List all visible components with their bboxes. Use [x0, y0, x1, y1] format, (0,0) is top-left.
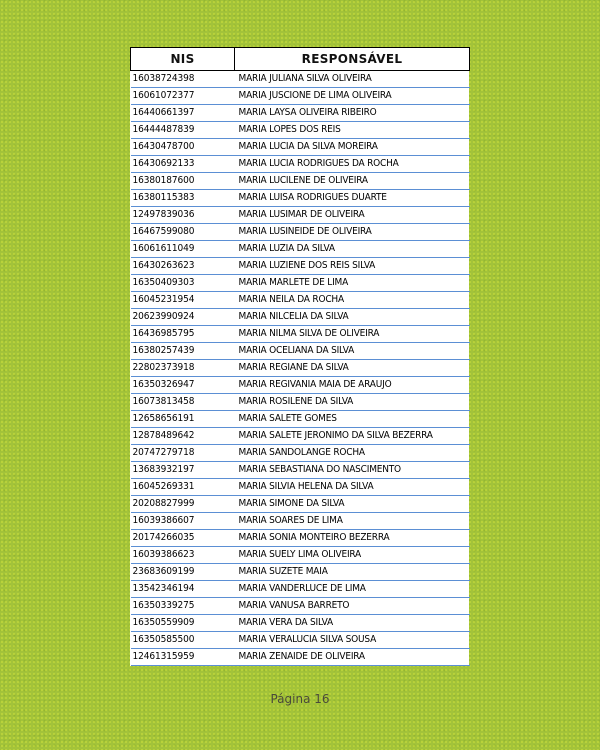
responsavel-cell: MARIA VERA DA SILVA	[235, 615, 470, 632]
responsavel-cell: MARIA VANUSA BARRETO	[235, 598, 470, 615]
nis-cell: 16436985795	[131, 326, 235, 343]
table-row	[131, 496, 470, 513]
responsavel-cell: MARIA LUCIA RODRIGUES DA ROCHA	[235, 156, 470, 173]
nis-cell: 16073813458	[131, 394, 235, 411]
table-body	[131, 71, 470, 666]
nis-cell: 12461315959	[131, 649, 235, 666]
responsavel-cell: MARIA LUCILENE DE OLIVEIRA	[235, 173, 470, 190]
responsavel-cell: MARIA SALETE GOMES	[235, 411, 470, 428]
table-row	[131, 190, 470, 207]
table-row	[131, 377, 470, 394]
nis-cell: 13542346194	[131, 581, 235, 598]
responsavel-cell: MARIA REGIANE DA SILVA	[235, 360, 470, 377]
responsavel-cell: MARIA NILMA SILVA DE OLIVEIRA	[235, 326, 470, 343]
responsavel-cell: MARIA VANDERLUCE DE LIMA	[235, 581, 470, 598]
nis-cell: 20747279718	[131, 445, 235, 462]
beneficiary-table	[130, 47, 470, 666]
nis-cell: 16350409303	[131, 275, 235, 292]
responsavel-cell: MARIA LAYSA OLIVEIRA RIBEIRO	[235, 105, 470, 122]
nis-cell: 16380257439	[131, 343, 235, 360]
nis-cell: 16350339275	[131, 598, 235, 615]
nis-cell: 23683609199	[131, 564, 235, 581]
header-responsavel: RESPONSÁVEL	[235, 48, 470, 71]
table-row	[131, 394, 470, 411]
table-row	[131, 309, 470, 326]
table-row	[131, 428, 470, 445]
responsavel-cell: MARIA SONIA MONTEIRO BEZERRA	[235, 530, 470, 547]
table-row	[131, 360, 470, 377]
responsavel-cell: MARIA SANDOLANGE ROCHA	[235, 445, 470, 462]
table-row	[131, 615, 470, 632]
responsavel-cell: MARIA OCELIANA DA SILVA	[235, 343, 470, 360]
nis-cell: 16467599080	[131, 224, 235, 241]
table-row	[131, 632, 470, 649]
nis-cell: 16038724398	[131, 71, 235, 88]
header-nis: NIS	[131, 48, 235, 71]
nis-cell: 16039386623	[131, 547, 235, 564]
nis-cell: 16380187600	[131, 173, 235, 190]
responsavel-cell: MARIA ZENAIDE DE OLIVEIRA	[235, 649, 470, 666]
table-row	[131, 530, 470, 547]
nis-cell: 16061611049	[131, 241, 235, 258]
table-row	[131, 462, 470, 479]
responsavel-cell: MARIA LUISA RODRIGUES DUARTE	[235, 190, 470, 207]
nis-cell: 12497839036	[131, 207, 235, 224]
table-row	[131, 71, 470, 88]
responsavel-cell: MARIA MARLETE DE LIMA	[235, 275, 470, 292]
responsavel-cell: MARIA LUSIMAR DE OLIVEIRA	[235, 207, 470, 224]
table-row	[131, 581, 470, 598]
nis-cell: 16350559909	[131, 615, 235, 632]
table-row	[131, 564, 470, 581]
table-row	[131, 139, 470, 156]
responsavel-cell: MARIA SOARES DE LIMA	[235, 513, 470, 530]
table-row	[131, 445, 470, 462]
table-row	[131, 105, 470, 122]
nis-cell: 20174266035	[131, 530, 235, 547]
table-row	[131, 649, 470, 666]
page-number: Página 16	[270, 692, 330, 706]
table-row	[131, 275, 470, 292]
nis-cell: 16045231954	[131, 292, 235, 309]
nis-cell: 16440661397	[131, 105, 235, 122]
beneficiary-table-sheet	[130, 47, 469, 666]
responsavel-cell: MARIA REGIVANIA MAIA DE ARAUJO	[235, 377, 470, 394]
responsavel-cell: MARIA LUZIENE DOS REIS SILVA	[235, 258, 470, 275]
responsavel-cell: MARIA SIMONE DA SILVA	[235, 496, 470, 513]
nis-cell: 20623990924	[131, 309, 235, 326]
table-row	[131, 547, 470, 564]
nis-cell: 22802373918	[131, 360, 235, 377]
responsavel-cell: MARIA SILVIA HELENA DA SILVA	[235, 479, 470, 496]
responsavel-cell: MARIA JULIANA SILVA OLIVEIRA	[235, 71, 470, 88]
table-row	[131, 156, 470, 173]
table-header-row	[131, 48, 470, 71]
nis-cell: 13683932197	[131, 462, 235, 479]
table-row	[131, 122, 470, 139]
table-row	[131, 326, 470, 343]
nis-cell: 16444487839	[131, 122, 235, 139]
nis-cell: 16430263623	[131, 258, 235, 275]
table-row	[131, 292, 470, 309]
nis-cell: 16430692133	[131, 156, 235, 173]
responsavel-cell: MARIA SUELY LIMA OLIVEIRA	[235, 547, 470, 564]
table-row	[131, 513, 470, 530]
nis-cell: 12878489642	[131, 428, 235, 445]
responsavel-cell: MARIA SEBASTIANA DO NASCIMENTO	[235, 462, 470, 479]
nis-cell: 16430478700	[131, 139, 235, 156]
responsavel-cell: MARIA SALETE JERONIMO DA SILVA BEZERRA	[235, 428, 470, 445]
table-row	[131, 173, 470, 190]
nis-cell: 16045269331	[131, 479, 235, 496]
responsavel-cell: MARIA JUSCIONE DE LIMA OLIVEIRA	[235, 88, 470, 105]
responsavel-cell: MARIA VERALUCIA SILVA SOUSA	[235, 632, 470, 649]
table-row	[131, 207, 470, 224]
nis-cell: 20208827999	[131, 496, 235, 513]
table-row	[131, 479, 470, 496]
table-row	[131, 343, 470, 360]
table-row	[131, 241, 470, 258]
nis-cell: 16350326947	[131, 377, 235, 394]
nis-cell: 16039386607	[131, 513, 235, 530]
responsavel-cell: MARIA SUZETE MAIA	[235, 564, 470, 581]
table-row	[131, 411, 470, 428]
responsavel-cell: MARIA NILCELIA DA SILVA	[235, 309, 470, 326]
responsavel-cell: MARIA LUZIA DA SILVA	[235, 241, 470, 258]
table-row	[131, 598, 470, 615]
table-row	[131, 88, 470, 105]
responsavel-cell: MARIA NEILA DA ROCHA	[235, 292, 470, 309]
responsavel-cell: MARIA LOPES DOS REIS	[235, 122, 470, 139]
table-row	[131, 258, 470, 275]
table-row	[131, 224, 470, 241]
nis-cell: 16061072377	[131, 88, 235, 105]
responsavel-cell: MARIA ROSILENE DA SILVA	[235, 394, 470, 411]
responsavel-cell: MARIA LUCIA DA SILVA MOREIRA	[235, 139, 470, 156]
responsavel-cell: MARIA LUSINEIDE DE OLIVEIRA	[235, 224, 470, 241]
nis-cell: 16380115383	[131, 190, 235, 207]
nis-cell: 12658656191	[131, 411, 235, 428]
nis-cell: 16350585500	[131, 632, 235, 649]
